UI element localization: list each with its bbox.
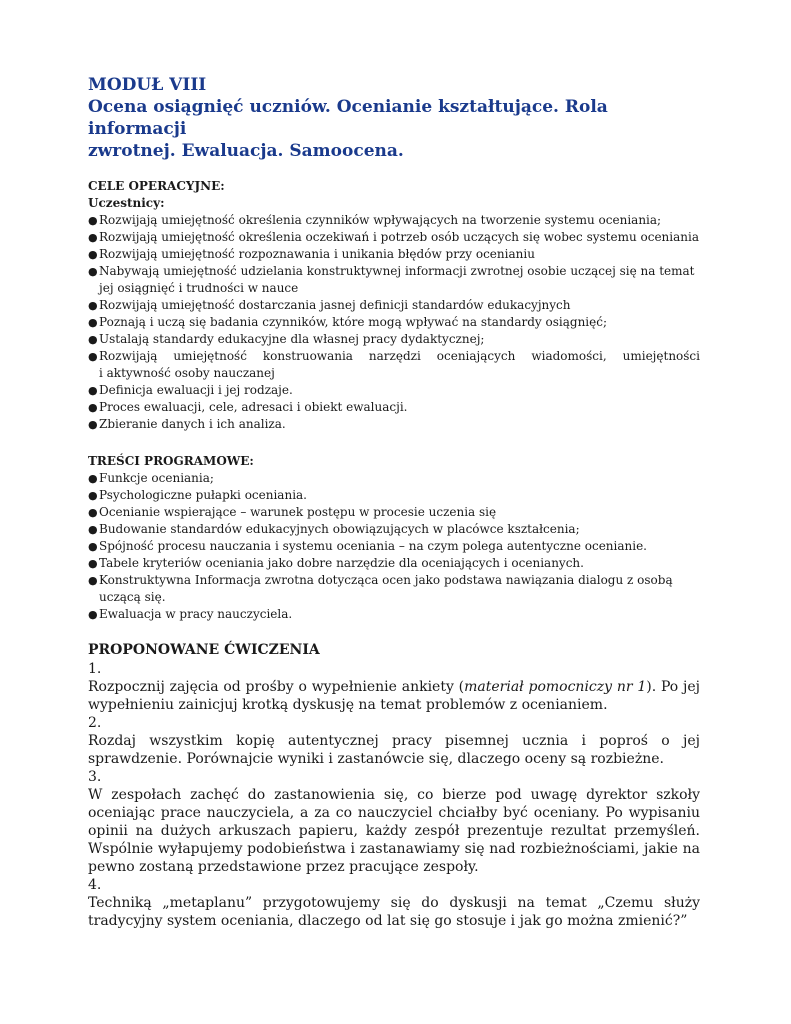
bullet-icon: ● [88,350,98,363]
list-item: ● Proces ewaluacji, cele, adresaci i obiekt ewaluacji. [88,400,408,414]
goals-heading: CELE OPERACYJNE: [88,179,225,193]
list-item: ● Ewaluacja w pracy nauczyciela. [88,607,293,621]
exercise-1-text: Rozpocznij zajęcia od prośby o wypełnienie ankiety (materiał pomocniczy nr 1). Po jej wypełnieniu zainicjuj krotką dyskusję na temat problemów z ocenianiem. [88,679,700,713]
content-heading: TREŚCI PROGRAMOWE: [88,454,254,468]
exercise-4-text: Techniką „metaplanu” przygotowujemy się do dyskusji na temat „Czemu służy tradycyjny system oceniania, dlaczego od lat się go stosuje i jak go można zmienić?” [88,895,700,929]
bullet-icon: ● [88,557,98,570]
module-subtitle-line-2: zwrotnej. Ewaluacja. Samoocena. [88,141,404,161]
bullet-icon: ● [88,574,98,587]
list-item: ● Poznają i uczą się badania czynników, które mogą wpływać na standardy osiągnięć; [88,315,608,329]
module-subtitle-line-1: Ocena osiągnięć uczniów. Ocenianie kształtujące. Rola informacji [88,97,608,139]
bullet-icon: ● [88,523,98,536]
list-item: ● Ustalają standardy edukacyjne dla własnej pracy dydaktycznej; [88,332,485,346]
goals-subheading: Uczestnicy: [88,196,165,210]
module-title: MODUŁ VIII [88,75,207,95]
document-page [88,74,700,930]
list-item: ● Nabywają umiejętność udzielania konstruktywnej informacji zwrotnej osobie uczącej się na temat jej osiągnięć i trudności w nauce [88,264,695,295]
bullet-icon: ● [88,299,98,312]
bullet-icon: ● [88,384,98,397]
list-item: ● Rozwijają umiejętność konstruowania narzędzi oceniających wiadomości, umiejętności i aktywność osoby nauczanej [88,349,700,380]
exercise-3-text: W zespołach zachęć do zastanowienia się, co bierze pod uwagę dyrektor szkoły oceniając prace nauczyciela, a za co nauczyciel chciałby być oceniany. Po wypisaniu opinii na dużych arkuszach papieru, każdy zespół prezentuje rezultat przemyśleń. Wspólnie wyłapujemy podobieństwa i zastanawiamy się nad rozbieżnościami, jakie na pewno zostaną przedstawione przez pracujące zespoły. [88,787,700,875]
bullet-icon: ● [88,506,98,519]
exercise-3-number: 3. [88,769,102,785]
bullet-icon: ● [88,472,98,485]
list-item: ● Budowanie standardów edukacyjnych obowiązujących w placówce kształcenia; [88,522,580,536]
bullet-icon: ● [88,333,98,346]
exercises-heading: PROPONOWANE ĆWICZENIA [88,642,320,658]
list-item: ● Spójność procesu nauczania i systemu oceniania – na czym polega autentyczne ocenianie. [88,539,647,553]
goals-list [88,212,700,433]
list-item: ● Psychologiczne pułapki oceniania. [88,488,307,502]
exercise-1-number: 1. [88,661,102,677]
exercise-2-text: Rozdaj wszystkim kopię autentycznej pracy pisemnej ucznia i poproś o jej sprawdzenie. Porównajcie wyniki i zastanówcie się, dlaczego oceny są rozbieżne. [88,733,700,767]
bullet-icon: ● [88,540,98,553]
list-item: ● Rozwijają umiejętność określenia czynników wpływających na tworzenie systemu oceniania; [88,213,662,227]
exercise-2-number: 2. [88,715,102,731]
list-item: ● Funkcje oceniania; [88,471,214,485]
list-item: ● Ocenianie wspierające – warunek postępu w procesie uczenia się [88,505,497,519]
list-item: ● Rozwijają umiejętność dostarczania jasnej definicji standardów edukacyjnych [88,298,571,312]
list-item: ● Rozwijają umiejętność rozpoznawania i unikania błędów przy ocenianiu [88,247,535,261]
bullet-icon: ● [88,265,98,278]
list-item: ● Tabele kryteriów oceniania jako dobre narzędzie dla oceniających i ocenianych. [88,556,584,570]
bullet-icon: ● [88,214,98,227]
content-list [88,470,700,623]
bullet-icon: ● [88,608,98,621]
list-item: ● Rozwijają umiejętność określenia oczekiwań i potrzeb osób uczących się wobec systemu oceniania [88,230,699,244]
list-item: ● Definicja ewaluacji i jej rodzaje. [88,383,293,397]
bullet-icon: ● [88,248,98,261]
list-item: ● Konstruktywna Informacja zwrotna dotycząca ocen jako podstawa nawiązania dialogu z osobą uczącą się. [88,573,673,604]
module-title-block [88,74,700,162]
list-item: ● Zbieranie danych i ich analiza. [88,417,286,431]
bullet-icon: ● [88,489,98,502]
exercise-4-number: 4. [88,877,102,893]
bullet-icon: ● [88,418,98,431]
bullet-icon: ● [88,316,98,329]
bullet-icon: ● [88,231,98,244]
bullet-icon: ● [88,401,98,414]
